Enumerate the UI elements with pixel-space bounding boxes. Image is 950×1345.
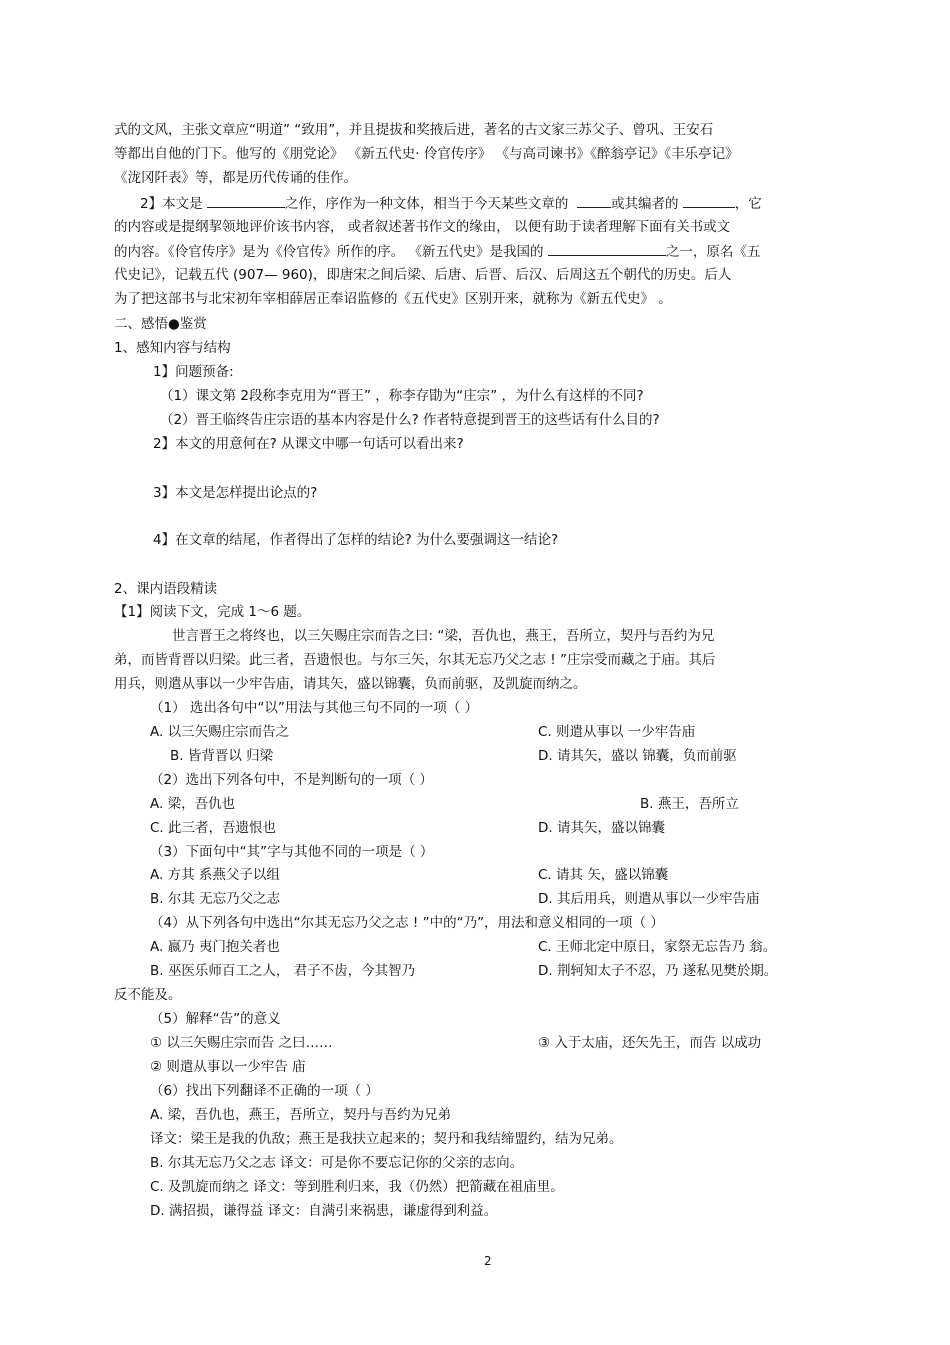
question-1-1: （1）课文第 2段称李克用为“晋王” ，称李存勖为“庄宗” ，为什么有这样的不同?	[160, 388, 644, 404]
q4-stem: （4）从下列各句中选出“尔其无忘乃父之志 ! ”中的“乃”，用法和意义相同的一项（ ）	[150, 915, 664, 931]
q1-stem: （1） 选出各句中“以”用法与其他三句不同的一项（ ）	[150, 700, 479, 716]
p2-text-c: 或其编者的	[610, 196, 679, 212]
q3-option-a[interactable]: A. 方其 系燕父子以组	[150, 867, 280, 883]
passage-line-1: 世言晋王之将终也，以三矢赐庄宗而告之曰: “梁，吾仇也，燕王，吾所立，契丹与吾约为兄	[172, 628, 715, 644]
question-4: 4】在文章的结尾，作者得出了怎样的结论? 为什么要强调这一结论?	[153, 532, 559, 548]
reading-task: 【1】阅读下文，完成 1～6 题。	[114, 604, 311, 620]
q1-option-a[interactable]: A. 以三矢赐庄宗而告之	[150, 724, 290, 740]
q3-stem: （3）下面句中“其”字与其他不同的一项是（ ）	[150, 844, 434, 860]
p2-line-5: 为了把这部书与北宋初年宰相薛居正奉诏监修的《五代史》区别开来，就称为《新五代史》 。	[114, 291, 672, 307]
q2-option-b[interactable]: B. 燕王，吾所立	[640, 796, 739, 812]
q5-item-2: ② 则遣从事以一少牢告 庙	[150, 1059, 306, 1075]
blank-2[interactable]	[577, 194, 611, 208]
q5-item-3: ③ 入于太庙，还矢先王，而告 以成功	[538, 1035, 762, 1051]
intro-line-1: 式的文风，主张文章应“明道” “致用”，并且提拔和奖掖后进，著名的古文家三苏父子、曾巩、王安石	[114, 122, 714, 138]
p2-text-e: 的内容。《伶官传序》是为《伶官传》所作的序。 《新五代史》是我国的	[114, 244, 544, 260]
passage-line-3: 用兵，则遣从事以一少牢告庙，请其矢，盛以锦囊，负而前驱，及凯旋而纳之。	[114, 676, 587, 692]
page-number: 2	[484, 1254, 492, 1268]
q2-option-a[interactable]: A. 梁，吾仇也	[150, 796, 236, 812]
section-title: 二、感悟●鉴赏	[114, 316, 207, 332]
q4-option-b-tail: 反不能及。	[114, 987, 182, 1003]
q2-option-c[interactable]: C. 此三者，吾遗恨也	[150, 820, 277, 836]
q3-option-c[interactable]: C. 请其 矢，盛以锦囊	[538, 867, 669, 883]
q2-option-d[interactable]: D. 请其矢，盛以锦囊	[538, 820, 665, 836]
q1-option-c[interactable]: C. 则遣从事以 一少牢告庙	[538, 724, 696, 740]
p2-line-3	[114, 242, 760, 261]
q4-option-a[interactable]: A. 嬴乃 夷门抱关者也	[150, 939, 280, 955]
p2-text-b: 之作，序作为一种文体，相当于今天某些文章的	[284, 196, 569, 212]
q4-option-d[interactable]: D. 荆轲知太子不忍，乃 遂私见樊於期。	[538, 963, 778, 979]
q6-option-b[interactable]: B. 尔其无忘乃父之志 译文：可是你不要忘记你的父亲的志向。	[150, 1155, 524, 1171]
blank-1[interactable]	[207, 194, 285, 208]
question-1-2: （2）晋王临终告庄宗语的基本内容是什么? 作者特意提到晋王的这些话有什么目的?	[160, 412, 660, 428]
p2-text-a: 2】本文是	[140, 196, 203, 212]
q2-stem: （2）选出下列各句中，不是判断句的一项（ ）	[150, 772, 433, 788]
q1-option-b[interactable]: B. 皆背晋以 归梁	[170, 748, 274, 764]
q4-option-b[interactable]: B. 巫医乐师百工之人， 君子不齿，今其智乃	[150, 963, 416, 979]
q5-stem: （5）解释“告”的意义	[150, 1011, 281, 1027]
question-3: 3】本文是怎样提出论点的?	[153, 485, 318, 501]
passage-line-2: 弟，而皆背晋以归梁。此三者，吾遗恨也。与尔三矢，尔其无忘乃父之志 ! ”庄宗受而藏之于庙。其后	[114, 652, 716, 668]
question-1: 1】问题预备:	[153, 364, 234, 380]
q1-option-d[interactable]: D. 请其矢，盛以 锦囊，负而前驱	[538, 748, 737, 764]
p2-line-4: 代史记》，记载五代 (907— 960)，即唐宋之间后梁、后唐、后晋、后汉、后周这五个朝代的历史。后人	[114, 267, 732, 283]
q5-item-1: ① 以三矢赐庄宗而告 之曰……	[150, 1035, 333, 1051]
p2-text-d: ，它	[734, 196, 762, 212]
q6-option-a-translation: 译文：梁王是我的仇敌；燕王是我扶立起来的；契丹和我结缔盟约，结为兄弟。	[150, 1131, 623, 1147]
q3-option-d[interactable]: D. 其后用兵，则遣从事以一少牢告庙	[538, 891, 760, 907]
blank-3[interactable]	[683, 194, 735, 208]
subsection-2-title: 2、课内语段精读	[114, 581, 218, 597]
q6-option-c[interactable]: C. 及凯旋而纳之 译文：等到胜利归来，我（仍然）把箭藏在祖庙里。	[150, 1179, 564, 1195]
q6-option-a[interactable]: A. 梁，吾仇也，燕王，吾所立，契丹与吾约为兄弟	[150, 1107, 452, 1123]
question-2: 2】本文的用意何在? 从课文中哪一句话可以看出来?	[153, 436, 464, 452]
intro-line-2: 等都出自他的门下。他写的《朋党论》 《新五代史· 伶官传序》 《与高司谏书》《醉翁亭记》《丰乐亭记》	[114, 146, 739, 162]
blank-4[interactable]	[548, 242, 666, 256]
q4-option-c[interactable]: C. 王师北定中原日，家祭无忘告乃 翁。	[538, 939, 777, 955]
q6-option-d[interactable]: D. 满招损，谦得益 译文：自满引来祸患，谦虚得到利益。	[150, 1203, 498, 1219]
p2-line-2: 的内容或是提纲挈领地评价该书内容， 或者叙述著书作文的缘由， 以便有助于读者理解下面有关书或文	[114, 219, 731, 235]
q6-stem: （6）找出下列翻译不正确的一项（ ）	[150, 1083, 379, 1099]
p2-line-1	[140, 194, 762, 213]
q3-option-b[interactable]: B. 尔其 无忘乃父之志	[150, 891, 281, 907]
intro-line-3: 《泷冈阡表》等，都是历代传诵的佳作。	[114, 170, 357, 186]
p2-text-f: 之一，原名《五	[665, 244, 761, 260]
subsection-1-title: 1、感知内容与结构	[114, 340, 231, 356]
